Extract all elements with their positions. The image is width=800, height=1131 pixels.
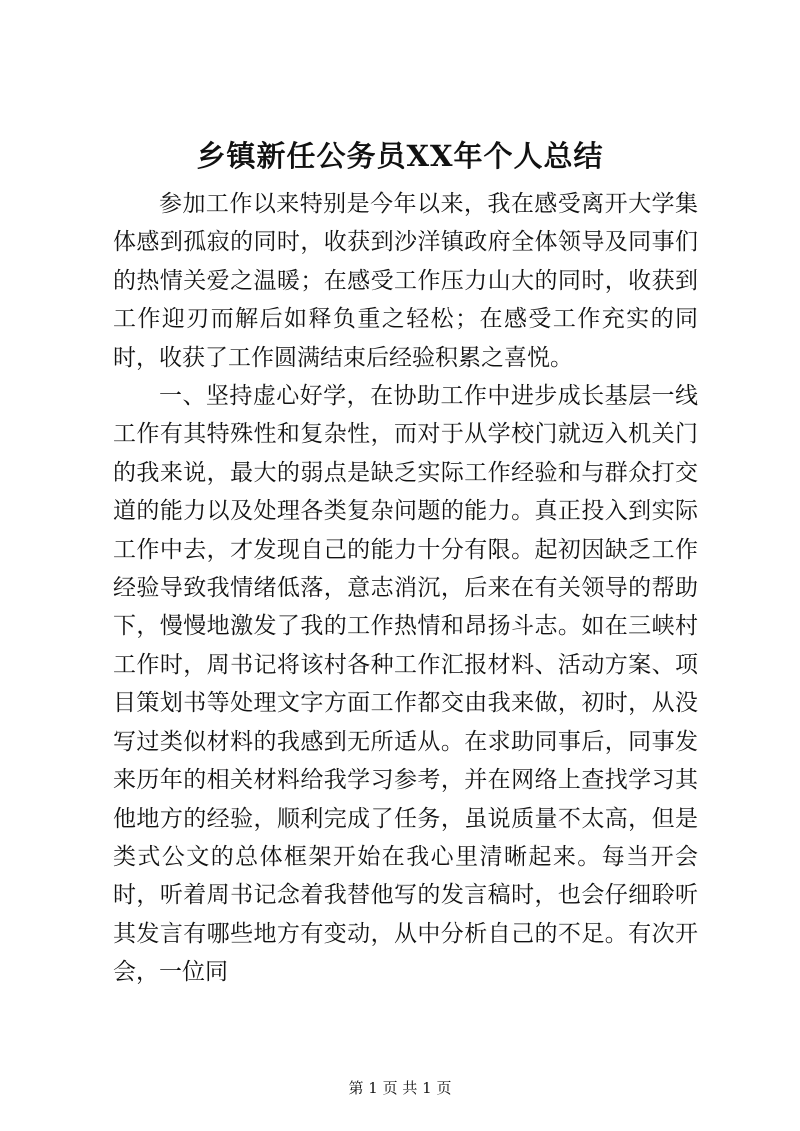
document-body: [113, 185, 698, 992]
document-title: 乡镇新任公务员XX年个人总结: [196, 139, 604, 173]
paragraph-section-one: 一、坚持虚心好学，在协助工作中进步成长基层一线工作有其特殊性和复杂性，而对于从学校门就迈入机关门的我来说，最大的弱点是缺乏实际工作经验和与群众打交道的能力以及处理各类复杂问题的能力。真正投入到实际工作中去，才发现自己的能力十分有限。起初因缺乏工作经验导致我情绪低落，意志消沉，后来在有关领导的帮助下，慢慢地激发了我的工作热情和昂扬斗志。如在三峡村工作时，周书记将该村各种工作汇报材料、活动方案、项目策划书等处理文字方面工作都交由我来做，初时，从没写过类似材料的我感到无所适从。在求助同事后，同事发来历年的相关材料给我学习参考，并在网络上查找学习其他地方的经验，顺利完成了任务，虽说质量不太高，但是类式公文的总体框架开始在我心里清晰起来。每当开会时，听着周书记念着我替他写的发言稿时，也会仔细聆听其发言有哪些地方有变动，从中分析自己的不足。有次开会，一位同: [113, 383, 698, 986]
page-footer: 第 1 页 共 1 页: [348, 1079, 452, 1097]
paragraph-intro: 参加工作以来特别是今年以来，我在感受离开大学集体感到孤寂的同时，收获到沙洋镇政府全体领导及同事们的热情关爱之温暖；在感受工作压力山大的同时，收获到工作迎刃而解后如释负重之轻松；在感受工作充实的同时，收获了工作圆满结束后经验积累之喜悦。: [113, 191, 698, 371]
